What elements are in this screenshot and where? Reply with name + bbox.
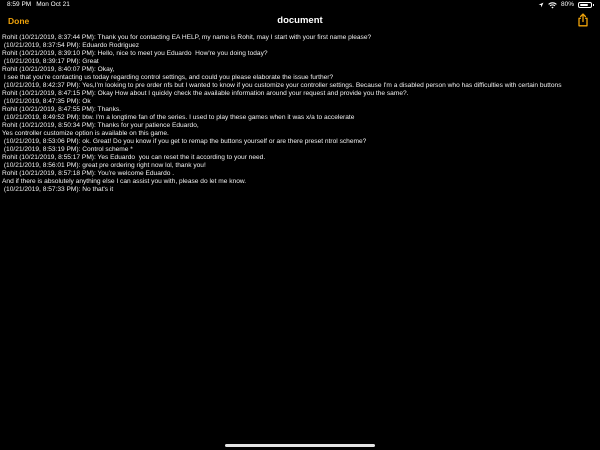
location-icon: [538, 2, 544, 8]
document-line: (10/21/2019, 8:49:52 PM): btw. I'm a longtime fan of the series. I used to play these games when it was x/a to accelerate: [2, 114, 355, 121]
wifi-icon: [548, 2, 557, 9]
document-line: (10/21/2019, 8:53:19 PM): Control scheme *: [2, 146, 133, 153]
document-line: (10/21/2019, 8:39:17 PM): Great: [2, 58, 99, 65]
document-line: Rohit (10/21/2019, 8:50:34 PM): Thanks for your patience Eduardo,: [2, 122, 199, 129]
nav-bar: [0, 10, 600, 34]
document-line: Rohit (10/21/2019, 8:37:44 PM): Thank you for contacting EA HELP, my name is Rohit, may I start with your first name please?: [2, 34, 372, 41]
document-line: (10/21/2019, 8:42:37 PM): Yes,I'm looking to pre order nfs but I wanted to know if you customize your controller settings. Because I'm a disabled person who has difficulties with certain buttons: [2, 82, 562, 89]
document-line: Yes controller customize option is available on this game.: [2, 130, 169, 137]
status-right: [538, 0, 592, 10]
document-line: (10/21/2019, 8:37:54 PM): Eduardo Rodriguez: [2, 42, 140, 49]
status-time: 8:59 PM: [7, 1, 32, 8]
status-left: [7, 0, 70, 10]
document-line: I see that you're contacting us today regarding control settings, and could you please elaborate the issue further?: [2, 74, 334, 81]
status-bar: [0, 0, 600, 10]
page-title: document: [277, 15, 323, 26]
document-line: (10/21/2019, 8:47:35 PM): Ok: [2, 98, 91, 105]
document-line: (10/21/2019, 8:53:06 PM): ok. Great! Do you know if you get to remap the buttons yourself or are there preset ntrol scheme?: [2, 138, 367, 145]
home-indicator[interactable]: [225, 444, 375, 447]
document-line: And if there is absolutely anything else I can assist you with, please do let me know.: [2, 178, 247, 185]
done-button[interactable]: Done: [8, 16, 30, 26]
status-date: Mon Oct 21: [36, 1, 70, 8]
document-line: (10/21/2019, 8:56:01 PM): great pre ordering right now lol, thank you!: [2, 162, 206, 169]
document-line: (10/21/2019, 8:57:33 PM): No that's it: [2, 186, 114, 193]
document-text[interactable]: [2, 34, 596, 194]
battery-fill: [580, 4, 588, 6]
document-line: Rohit (10/21/2019, 8:55:17 PM): Yes Eduardo you can reset the it according to your need.: [2, 154, 266, 161]
battery-icon: [578, 2, 592, 8]
document-line: Rohit (10/21/2019, 8:47:15 PM): Okay How about I quickly check the available information around your request and provide you the same?.: [2, 90, 409, 97]
document-line: Rohit (10/21/2019, 8:39:10 PM): Hello, nice to meet you Eduardo How're you doing today?: [2, 50, 268, 57]
document-line: Rohit (10/21/2019, 8:40:07 PM): Okay,: [2, 66, 115, 73]
share-icon[interactable]: [576, 13, 590, 27]
document-line: Rohit (10/21/2019, 8:47:55 PM): Thanks.: [2, 106, 122, 113]
battery-percent: 80%: [560, 1, 574, 8]
document-line: Rohit (10/21/2019, 8:57:18 PM): You're welcome Eduardo .: [2, 170, 175, 177]
